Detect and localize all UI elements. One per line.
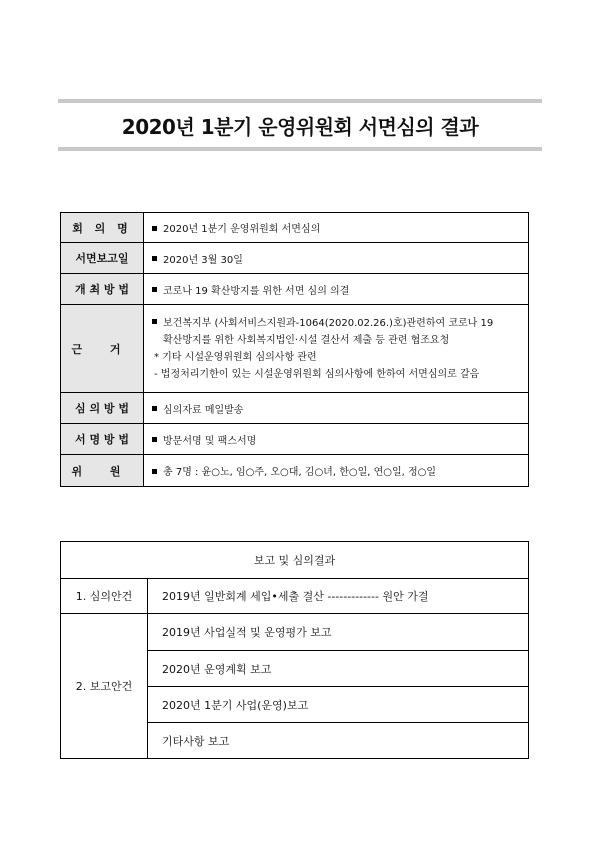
review-method-label: 심 의 방 법 xyxy=(61,393,144,424)
report-date-value: 2020년 3월 30일 xyxy=(163,254,243,266)
row-method xyxy=(61,274,529,305)
bullet-icon xyxy=(152,469,157,474)
method-cell xyxy=(144,274,529,305)
report-item-3: 2020년 1분기 사업(운영)보고 xyxy=(148,687,529,723)
title-top-rule xyxy=(58,99,542,103)
method-value: 코로나 19 확산방지를 위한 서면 심의 의결 xyxy=(163,285,350,297)
meeting-info-table xyxy=(60,212,529,487)
basis-line-1 xyxy=(152,315,528,332)
deliberation-item: 2019년 일반회계 세입•세출 결산 ------------- 원안 가결 xyxy=(148,579,529,614)
meeting-name-label: 회 의 명 xyxy=(61,213,144,243)
basis-line-4: - 법정처리기한이 있는 시설운영위원회 심의사항에 한하여 서면심의로 갈음 xyxy=(154,368,480,380)
row-members xyxy=(61,455,529,487)
members-value: 총 7명 : 윤○노, 임○주, 오○대, 김○녀, 한○일, 연○일, 정○일 xyxy=(163,467,437,478)
row-report-date xyxy=(61,243,529,274)
report-date-cell xyxy=(144,243,529,274)
report-item-4: 기타사항 보고 xyxy=(148,723,529,759)
meeting-name-cell xyxy=(144,213,529,243)
bullet-icon xyxy=(152,226,157,231)
signature-method-value: 방문서명 및 팩스서명 xyxy=(163,435,257,447)
basis-line-1-text: 보건복지부 (사회서비스지원과-1064(2020.02.26.)호)관련하여 코로나 19 xyxy=(163,317,494,329)
signature-method-cell xyxy=(144,424,529,455)
row-review-method xyxy=(61,393,529,424)
report-row-1 xyxy=(61,614,529,651)
report-item-1: 2019년 사업실적 및 운영평가 보고 xyxy=(148,614,529,651)
meeting-name-value: 2020년 1분기 운영위원회 서면심의 xyxy=(163,224,321,235)
basis-line-2: 확산방지를 위한 사회복지법인·시설 결산서 제출 등 관련 협조요청 xyxy=(163,334,450,346)
report-item-2: 2020년 운영계획 보고 xyxy=(148,651,529,687)
title-bottom-rule xyxy=(58,147,542,151)
members-label: 위 원 xyxy=(61,455,144,487)
review-method-cell xyxy=(144,393,529,424)
document-title: 2020년 1분기 운영위원회 서면심의 결과 xyxy=(121,115,479,139)
results-header: 보고 및 심의결과 xyxy=(61,542,529,579)
review-method-value: 심의자료 메일발송 xyxy=(163,404,244,416)
bullet-icon xyxy=(152,319,157,324)
deliberation-row xyxy=(61,579,529,614)
bullet-icon xyxy=(152,287,157,292)
deliberation-category: 1. 심의안건 xyxy=(61,579,148,614)
basis-cell xyxy=(144,305,529,393)
row-meeting-name xyxy=(61,213,529,243)
results-header-row xyxy=(61,542,529,579)
report-date-label: 서면보고일 xyxy=(61,243,144,274)
results-table xyxy=(60,541,529,759)
basis-label: 근 거 xyxy=(61,305,144,393)
members-cell xyxy=(144,455,529,487)
method-label: 개 최 방 법 xyxy=(61,274,144,305)
row-signature-method xyxy=(61,424,529,455)
bullet-icon xyxy=(152,437,157,442)
bullet-icon xyxy=(152,406,157,411)
bullet-icon xyxy=(152,256,157,261)
signature-method-label: 서 명 방 법 xyxy=(61,424,144,455)
reports-category: 2. 보고안건 xyxy=(61,614,148,759)
row-basis xyxy=(61,305,529,393)
basis-line-3: * 기타 시설운영위원회 심의사항 관련 xyxy=(154,351,317,363)
title-band xyxy=(58,99,542,151)
